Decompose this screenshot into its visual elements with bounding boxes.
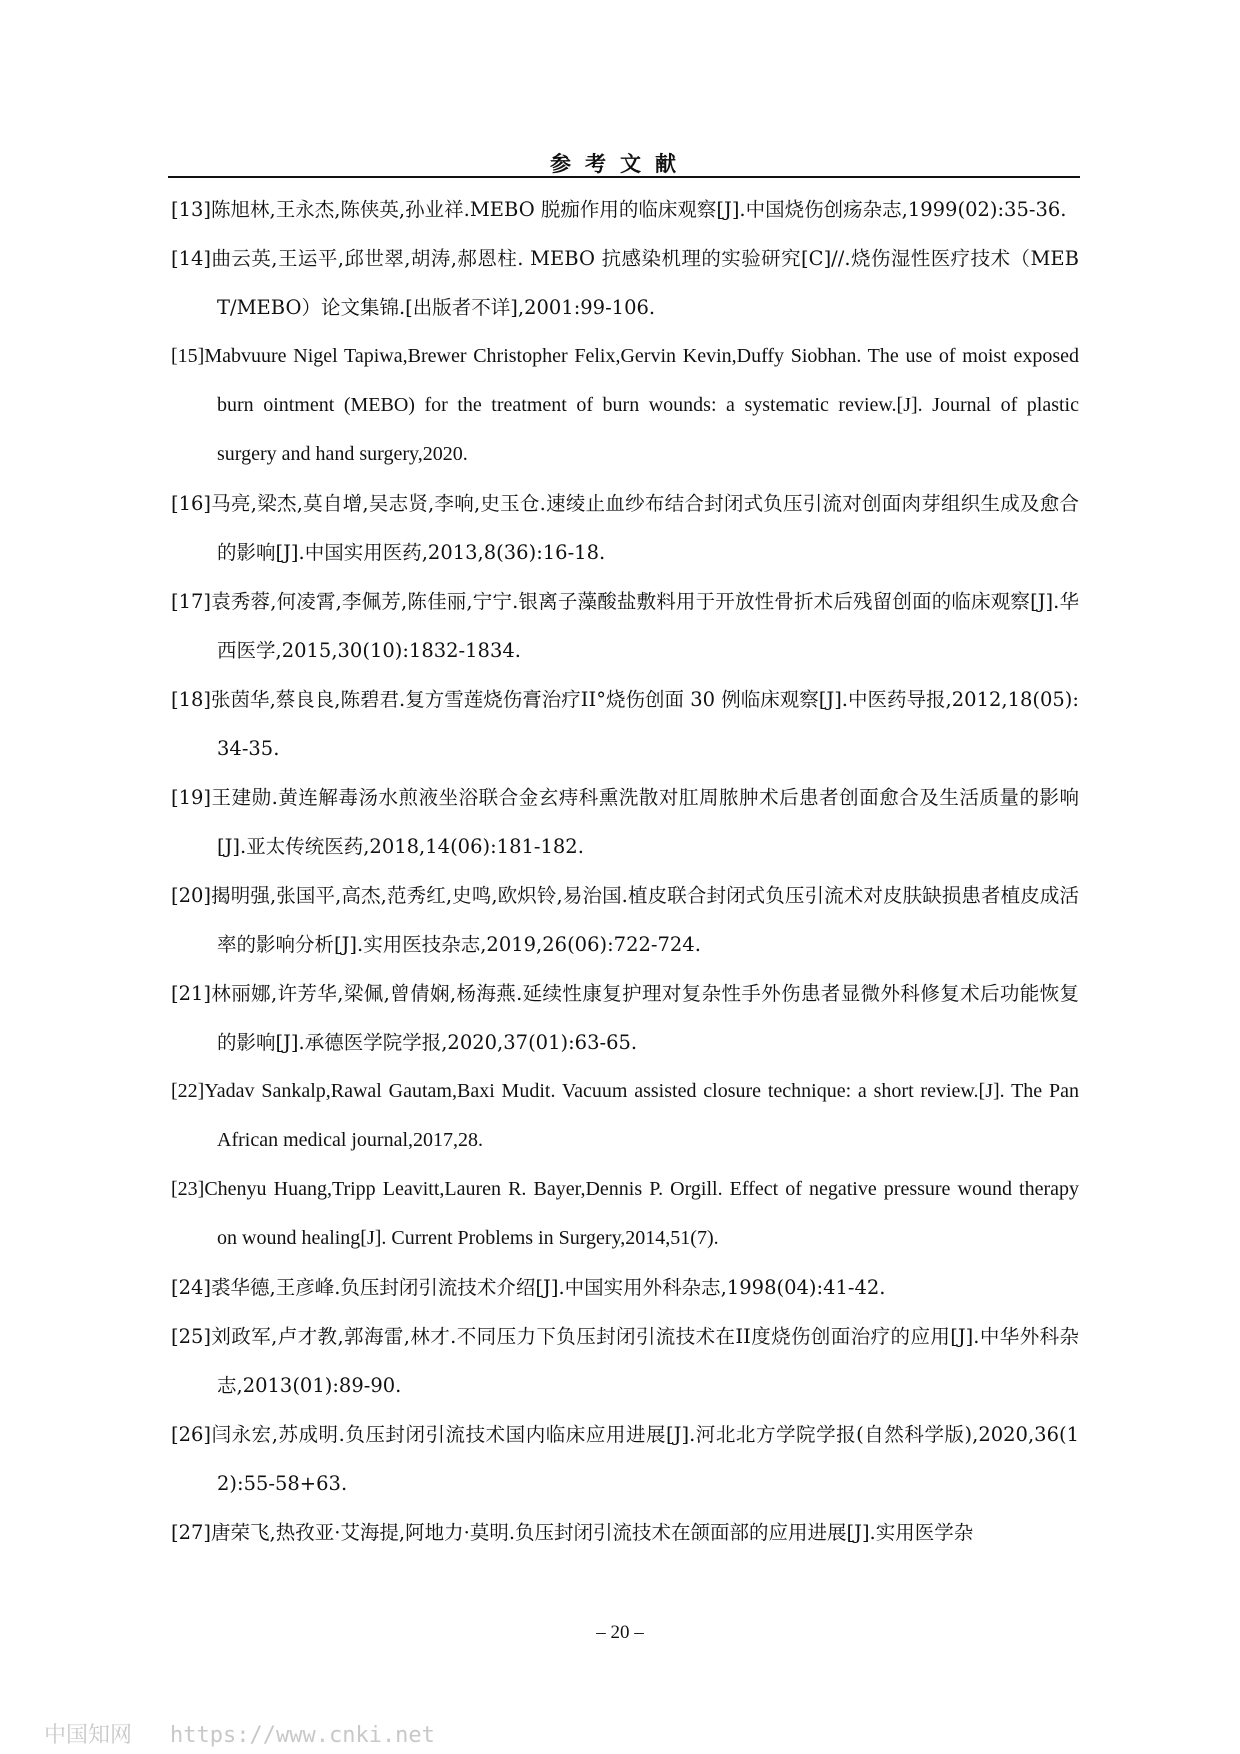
reference-text: 袁秀蓉,何凌霄,李佩芳,陈佳丽,宁宁.银离子藻酸盐敷料用于开放性骨折术后残留创面的临床观察[J].华西医学,2015,30(10):1832-1834. bbox=[211, 590, 1079, 662]
reference-item-22 bbox=[171, 1067, 1079, 1165]
reference-item-18 bbox=[171, 675, 1079, 773]
reference-text: 裘华德,王彦峰.负压封闭引流技术介绍[J].中国实用外科杂志,1998(04):41-42. bbox=[211, 1276, 886, 1299]
reference-text: Yadav Sankalp,Rawal Gautam,Baxi Mudit. Vacuum assisted closure technique: a short review.[J]. The Pan African medical journal,2017,28. bbox=[204, 1080, 1079, 1151]
reference-item-16 bbox=[171, 479, 1079, 577]
reference-number: [20] bbox=[171, 884, 212, 907]
reference-item-26 bbox=[171, 1410, 1079, 1508]
reference-text: 林丽娜,许芳华,梁佩,曾倩娴,杨海燕.延续性康复护理对复杂性手外伤患者显微外科修复术后功能恢复的影响[J].承德医学院学报,2020,37(01):63-65. bbox=[211, 982, 1079, 1054]
reference-number: [27] bbox=[171, 1521, 212, 1544]
reference-text: 马亮,梁杰,莫自增,吴志贤,李响,史玉仓.速绫止血纱布结合封闭式负压引流对创面肉芽组织生成及愈合的影响[J].中国实用医药,2013,8(36):16-18. bbox=[211, 492, 1079, 564]
header-rule bbox=[168, 176, 1080, 178]
reference-text: 陈旭林,王永杰,陈侠英,孙业祥.MEBO 脱痂作用的临床观察[J].中国烧伤创疡杂志,1999(02):35-36. bbox=[211, 198, 1067, 221]
reference-item-27 bbox=[171, 1508, 1079, 1557]
reference-number: [24] bbox=[171, 1276, 212, 1299]
watermark-url: https://www.cnki.net bbox=[170, 1723, 435, 1748]
reference-text: Mabvuure Nigel Tapiwa,Brewer Christopher Felix,Gervin Kevin,Duffy Siobhan. The use of moist exposed burn ointment (MEBO) for the treatment of burn wounds: a systematic review.[J]. Journal of plastic surgery and hand surgery,2020. bbox=[204, 345, 1079, 465]
reference-item-19 bbox=[171, 773, 1079, 871]
reference-number: [15] bbox=[171, 345, 205, 367]
reference-item-21 bbox=[171, 969, 1079, 1067]
reference-text: 唐荣飞,热孜亚·艾海提,阿地力·莫明.负压封闭引流技术在颌面部的应用进展[J].实用医学杂 bbox=[211, 1521, 974, 1544]
reference-number: [26] bbox=[171, 1423, 212, 1446]
reference-number: [21] bbox=[171, 982, 212, 1005]
reference-text: 刘政军,卢才教,郭海雷,林才.不同压力下负压封闭引流技术在II度烧伤创面治疗的应用[J].中华外科杂志,2013(01):89-90. bbox=[211, 1325, 1079, 1397]
reference-number: [25] bbox=[171, 1325, 212, 1348]
reference-item-24 bbox=[171, 1263, 1079, 1312]
reference-text: 闫永宏,苏成明.负压封闭引流技术国内临床应用进展[J].河北北方学院学报(自然科学版),2020,36(12):55-58+63. bbox=[211, 1423, 1079, 1495]
reference-item-20 bbox=[171, 871, 1079, 969]
reference-number: [19] bbox=[171, 786, 212, 809]
reference-number: [22] bbox=[171, 1080, 205, 1102]
reference-item-15 bbox=[171, 332, 1079, 479]
reference-text: 王建勋.黄连解毒汤水煎液坐浴联合金玄痔科熏洗散对肛周脓肿术后患者创面愈合及生活质量的影响[J].亚太传统医药,2018,14(06):181-182. bbox=[211, 786, 1079, 858]
page-number: – 20 – bbox=[596, 1622, 644, 1643]
watermark-brand: 中国知网 bbox=[44, 1723, 133, 1748]
reference-number: [13] bbox=[171, 198, 212, 221]
reference-text: 曲云英,王运平,邱世翠,胡涛,郝恩柱. MEBO 抗感染机理的实验研究[C]//.烧伤湿性医疗技术（MEBT/MEBO）论文集锦.[出版者不详],2001:99-106. bbox=[211, 247, 1079, 319]
reference-item-13 bbox=[171, 185, 1079, 234]
reference-text: 揭明强,张国平,高杰,范秀红,史鸣,欧炽铃,易治国.植皮联合封闭式负压引流术对皮肤缺损患者植皮成活率的影响分析[J].实用医技杂志,2019,26(06):722-724. bbox=[211, 884, 1079, 956]
reference-item-14 bbox=[171, 234, 1079, 332]
reference-item-17 bbox=[171, 577, 1079, 675]
reference-number: [16] bbox=[171, 492, 212, 515]
reference-item-23 bbox=[171, 1165, 1079, 1263]
reference-text: Chenyu Huang,Tripp Leavitt,Lauren R. Bayer,Dennis P. Orgill. Effect of negative pressure wound therapy on wound healing[J]. Current Problems in Surgery,2014,51(7). bbox=[204, 1178, 1079, 1249]
reference-number: [14] bbox=[171, 247, 212, 270]
reference-number: [18] bbox=[171, 688, 212, 711]
reference-number: [17] bbox=[171, 590, 212, 613]
reference-text: 张茵华,蔡良良,陈碧君.复方雪莲烧伤膏治疗II°烧伤创面 30 例临床观察[J].中医药导报,2012,18(05):34-35. bbox=[211, 688, 1079, 760]
page-title: 参考文献 bbox=[550, 151, 690, 176]
watermark bbox=[44, 1718, 435, 1749]
reference-item-25 bbox=[171, 1312, 1079, 1410]
reference-list bbox=[171, 185, 1079, 1557]
reference-number: [23] bbox=[171, 1178, 205, 1200]
